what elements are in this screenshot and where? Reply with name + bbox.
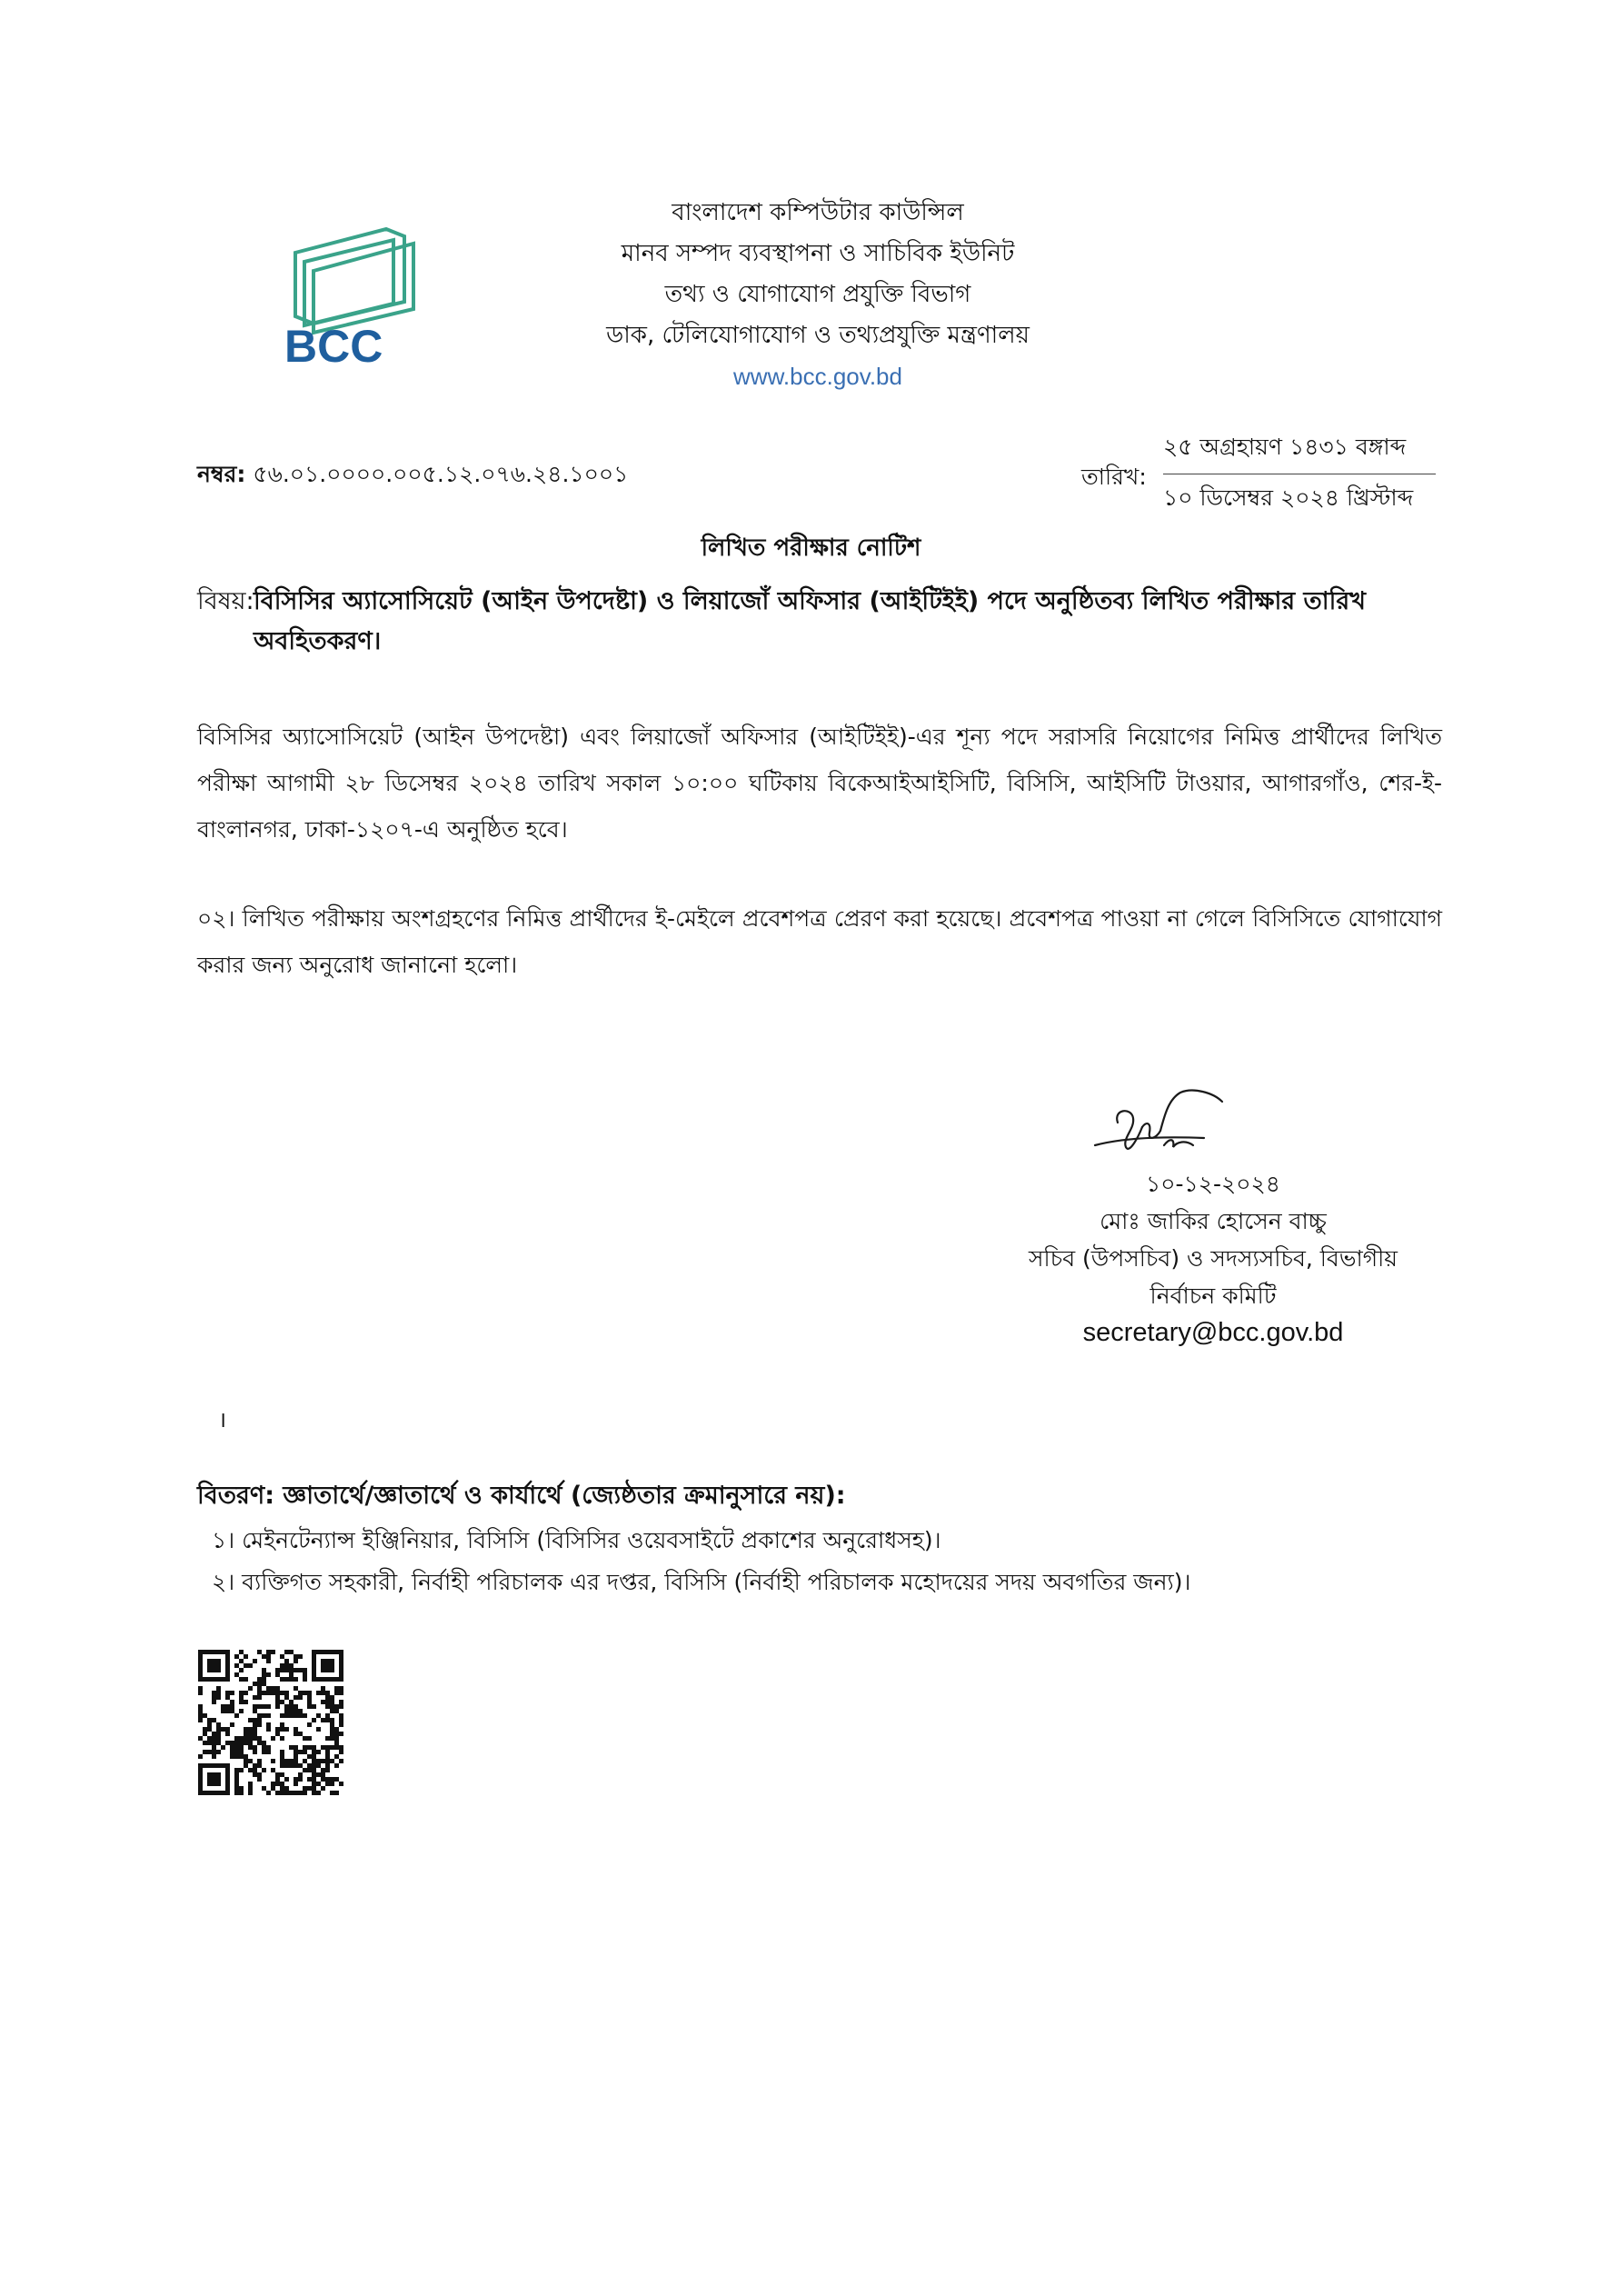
org-line-ministry: ডাক, টেলিযোগাযোগ ও তথ্যপ্রযুক্তি মন্ত্রণালয়: [606, 322, 1030, 349]
list-item: ২। ব্যক্তিগত সহকারী, নির্বাহী পরিচালক এর দপ্তর, বিসিসি (নির্বাহী পরিচালক মহোদয়ের সদয় অবগতির জন্য)।: [212, 1569, 1191, 1595]
date-bangla: ২৫ অগ্রহায়ণ ১৪৩১ বঙ্গাব্দ: [1163, 427, 1436, 474]
subject-text: বিসিসির অ্যাসোসিয়েট (আইন উপদেষ্টা) ও লিয়াজোঁ অফিসার (আইটিইই) পদে অনুষ্ঠিতব্য লিখিত পরীক্ষার তারিখ অবহিতকরণ।: [254, 587, 1366, 655]
bcc-logo: [277, 216, 441, 371]
body-paragraph-2: ০২। লিখিত পরীক্ষায় অংশগ্রহণের নিমিত্ত প্রার্থীদের ই-মেইলে প্রবেশপত্র প্রেরণ করা হয়েছে। প্রবেশপত্র পাওয়া না গেলে বিসিসিতে যোগাযোগ করার জন্য অনুরোধ জানানো হলো।: [197, 905, 1442, 978]
logo-text: BCC: [284, 321, 383, 371]
date-block: [1163, 427, 1436, 519]
distribution-heading: বিতরণ: জ্ঞাতার্থে/জ্ঞাতার্থে ও কার্যার্থে (জ্যেষ্ঠতার ক্রমানুসারে নয়):: [197, 1482, 846, 1510]
signature-block: [963, 1165, 1463, 1352]
distribution-list: [212, 1520, 1191, 1603]
body-paragraph-1: বিসিসির অ্যাসোসিয়েট (আইন উপদেষ্টা) এবং লিয়াজোঁ অফিসার (আইটিইই)-এর শূন্য পদে সরাসরি নিয়োগের নিমিত্ত প্রার্থীদের লিখিত পরীক্ষা আগামী ২৮ ডিসেম্বর ২০২৪ তারিখ সকাল ১০:০০ ঘটিকায় বিকেআইআইসিটি, বিসিসি, আইসিটি টাওয়ার, আগারগাঁও, শের-ই-বাংলানগর, ঢাকা-১২০৭-এ অনুষ্ঠিত হবে।: [197, 724, 1442, 843]
qr-code-icon: [198, 1650, 343, 1795]
notice-title: লিখিত পরীক্ষার নোটিশ: [701, 534, 921, 562]
date-english: ১০ ডিসেম্বর ২০২৪ খ্রিস্টাব্দ: [1163, 484, 1414, 511]
memo-number-label: নম্বর:: [197, 461, 246, 487]
org-line-unit: মানব সম্পদ ব্যবস্থাপনা ও সাচিবিক ইউনিট: [621, 240, 1015, 267]
signatory-name: মোঃ জাকির হোসেন বাচ্চু: [1100, 1208, 1327, 1234]
memo-number-value: ৫৬.০১.০০০০.০০৫.১২.০৭৬.২৪.১০০১: [253, 461, 629, 487]
memo-number: [197, 456, 628, 495]
monitor-logo-icon: [277, 216, 441, 371]
qr-code: [198, 1650, 343, 1795]
org-line-council: বাংলাদেশ কম্পিউটার কাউন্সিল: [672, 199, 964, 226]
org-header: [454, 193, 1181, 397]
handwritten-signature: [1086, 1082, 1240, 1173]
signature-date: ১০-১২-২০২৪: [1146, 1171, 1280, 1197]
signatory-email[interactable]: secretary@bcc.gov.bd: [1082, 1318, 1344, 1347]
list-item: ১। মেইনটেন্যান্স ইঞ্জিনিয়ার, বিসিসি (বিসিসির ওয়েবসাইটে প্রকাশের অনুরোধসহ)।: [212, 1527, 941, 1553]
signature-icon: [1086, 1082, 1240, 1173]
signatory-committee: নির্বাচন কমিটি: [1149, 1283, 1277, 1309]
org-line-division: তথ্য ও যোগাযোগ প্রযুক্তি বিভাগ: [664, 281, 971, 308]
website-link[interactable]: www.bcc.gov.bd: [733, 363, 902, 390]
signatory-designation: সচিব (উপসচিব) ও সদস্যসচিব, বিভাগীয়: [1029, 1245, 1398, 1272]
notice-subject: [197, 582, 1442, 662]
subject-label: বিষয়:: [197, 587, 254, 615]
date-label: তারিখ:: [1081, 464, 1147, 490]
stray-mark: ।: [218, 1407, 227, 1433]
